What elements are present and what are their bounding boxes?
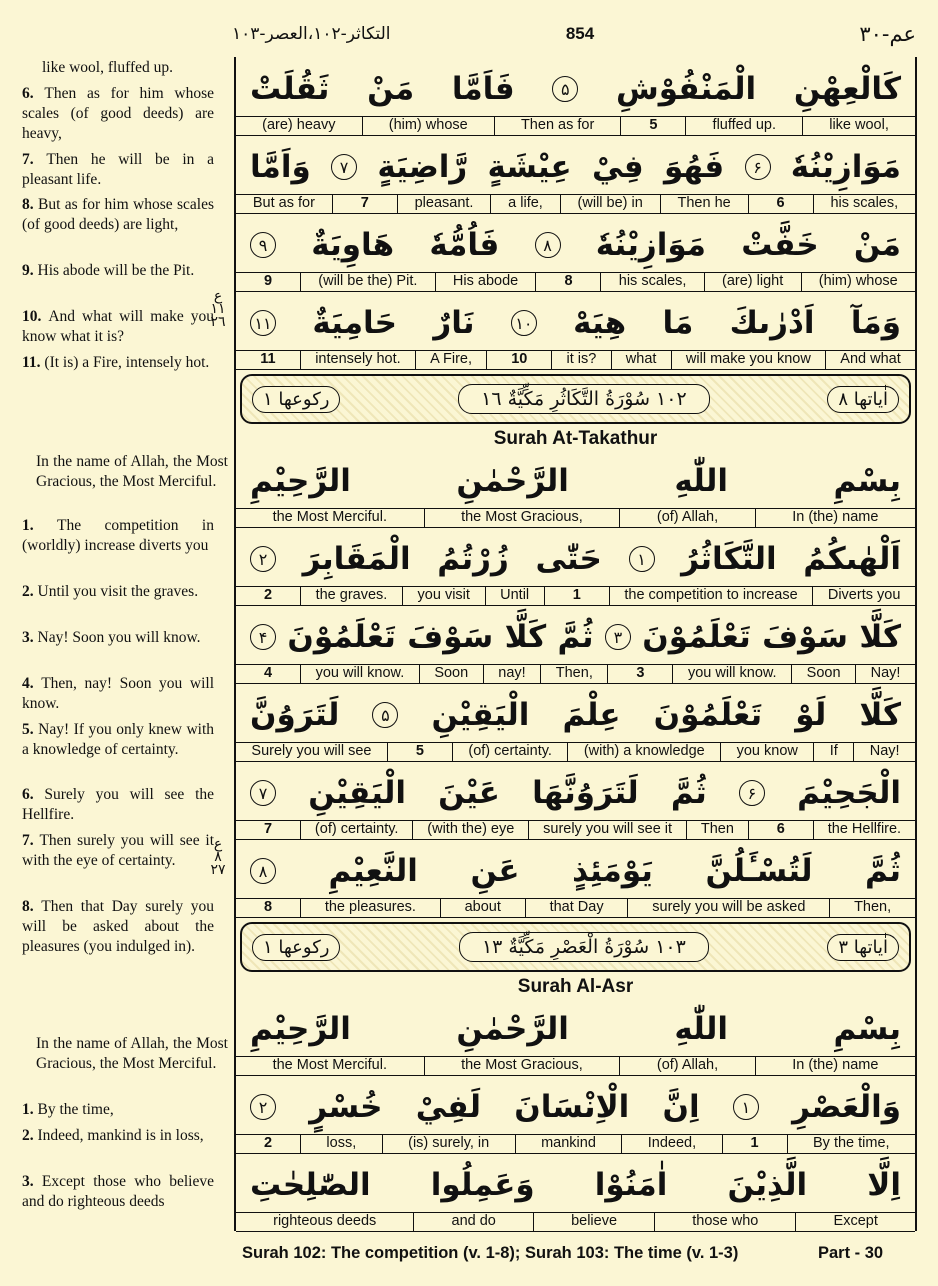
arabic-verse-line bbox=[236, 766, 915, 820]
arabic-word: لَفِيْ bbox=[415, 1089, 482, 1125]
gloss-cell: Then, bbox=[829, 899, 915, 917]
arabic-word: هِيَهْ bbox=[573, 305, 627, 341]
gloss-cell: the Most Merciful. bbox=[272, 1057, 387, 1073]
english-gloss-line bbox=[236, 350, 915, 370]
arabic-word: بِسْمِ bbox=[833, 463, 901, 499]
arabic-word: مَوَازِيْنُهٗ bbox=[595, 227, 706, 263]
arabic-word: الرَّحِيْمِ bbox=[250, 463, 351, 499]
arabic-word: الْيَقِيْنِ bbox=[308, 775, 407, 811]
verse-number: 7. bbox=[22, 151, 47, 168]
translation-verse bbox=[22, 58, 234, 78]
gloss-cell: mankind bbox=[515, 1135, 622, 1153]
gloss-cell: Soon bbox=[791, 665, 855, 683]
arabic-word: وَمَآ bbox=[850, 305, 901, 341]
arabic-word: خَفَّتْ bbox=[741, 227, 819, 263]
arabic-word: الْجَحِيْمَ bbox=[797, 775, 901, 811]
gloss-cell: you will know. bbox=[300, 665, 419, 683]
arabic-word: عَنِ bbox=[470, 853, 520, 889]
arabic-word: مَا bbox=[662, 305, 694, 341]
verse-number-cell: 9 bbox=[263, 273, 273, 289]
ruku-count: ركوعها ١ bbox=[252, 386, 340, 413]
ruku-text: ع bbox=[213, 288, 223, 304]
arabic-word: زُرْتُمُ bbox=[437, 541, 509, 577]
gloss-cell: (of) Allah, bbox=[619, 509, 754, 527]
arabic-word: تَعْلَمُوْنَ bbox=[642, 619, 751, 655]
gloss-cell: the pleasures. bbox=[300, 899, 440, 917]
arabic-verse-line bbox=[236, 296, 915, 350]
ayah-end-marker: ۲ bbox=[250, 1094, 276, 1120]
page-header bbox=[0, 18, 938, 48]
gloss-cell: a life, bbox=[490, 195, 559, 213]
arabic-word: اِنَّ bbox=[662, 1089, 700, 1125]
gloss-cell: about bbox=[440, 899, 525, 917]
ruku-text: ٢٧ bbox=[210, 862, 226, 878]
gloss-cell: the Most Gracious, bbox=[424, 1057, 620, 1075]
arabic-verse-line bbox=[236, 610, 915, 664]
arabic-word: الرَّحْمٰنِ bbox=[456, 1011, 569, 1047]
translation-verse bbox=[22, 1172, 214, 1212]
verse-text: His abode will be the Pit. bbox=[37, 262, 195, 279]
verse-text: Then he will be in a pleasant life. bbox=[22, 151, 214, 188]
surah-header-banner bbox=[240, 922, 911, 972]
arabic-word: كَلَّا bbox=[859, 619, 901, 655]
translation-verse bbox=[22, 84, 214, 143]
gloss-cell: (him) whose bbox=[801, 273, 916, 291]
arabic-verse-line bbox=[236, 140, 915, 194]
english-gloss-line bbox=[236, 1212, 915, 1232]
arabic-word: هَاوِيَةٌ bbox=[311, 227, 395, 263]
verse-number: 8. bbox=[22, 898, 42, 915]
arabic-word: ثُمَّ bbox=[865, 853, 901, 889]
verse-number-cell: 5 bbox=[387, 743, 452, 761]
gloss-cell: his scales, bbox=[600, 273, 703, 291]
page-footer: Surah 102: The competition (v. 1-8); Surah 103: The time (v. 1-3) bbox=[242, 1244, 739, 1262]
gloss-cell: If bbox=[813, 743, 853, 761]
gloss-cell: (is) surely, in bbox=[382, 1135, 515, 1153]
gloss-cell: By the time, bbox=[787, 1135, 915, 1153]
gloss-cell: will make you know bbox=[671, 351, 825, 369]
verse-text: Until you visit the graves. bbox=[37, 583, 199, 600]
gloss-cell: (are) heavy bbox=[262, 117, 336, 133]
ayah-count: اٰياتها ٨ bbox=[827, 386, 899, 413]
arabic-verse-line bbox=[236, 688, 915, 742]
arabic-word: فَاَمَّا bbox=[451, 71, 515, 107]
gloss-cell: you know bbox=[720, 743, 813, 761]
english-gloss-line bbox=[236, 1134, 915, 1154]
gloss-cell: Indeed, bbox=[621, 1135, 721, 1153]
gloss-cell: loss, bbox=[300, 1135, 382, 1153]
translation-verse bbox=[22, 720, 214, 760]
verse-number: 3. bbox=[22, 629, 38, 646]
gloss-cell: what bbox=[611, 351, 671, 369]
arabic-word: فَهُوَ bbox=[664, 149, 725, 185]
gloss-cell: and do bbox=[413, 1213, 533, 1231]
gloss-cell: righteous deeds bbox=[273, 1213, 377, 1229]
verse-number: 2. bbox=[22, 1127, 38, 1144]
gloss-cell: (will be the) Pit. bbox=[300, 273, 435, 291]
translation-verse bbox=[22, 785, 214, 825]
ruku-text: ٨ bbox=[214, 849, 222, 865]
arabic-word: تَعْلَمُوْنَ bbox=[653, 697, 763, 733]
arabic-word: تَعْلَمُوْنَ bbox=[287, 619, 396, 655]
gloss-cell: (with the) eye bbox=[412, 821, 528, 839]
ayah-end-marker: ۱ bbox=[629, 546, 655, 572]
gloss-cell: Surely you will see bbox=[251, 743, 372, 759]
gloss-cell: those who bbox=[654, 1213, 795, 1231]
verse-number-cell: 1 bbox=[544, 587, 609, 605]
gloss-cell: His abode bbox=[435, 273, 536, 291]
arabic-word: بِسْمِ bbox=[833, 1011, 901, 1047]
verse-text: like wool, fluffed up. bbox=[42, 59, 174, 76]
arabic-word: لَتَرَوُنَّ bbox=[250, 697, 340, 733]
surah-header-banner bbox=[240, 374, 911, 424]
gloss-cell: Then, bbox=[540, 665, 607, 683]
part-label: Part - 30 bbox=[818, 1244, 884, 1262]
verse-text: But as for him whose scales (of good deeds) are light, bbox=[22, 196, 215, 233]
verse-number: 3. bbox=[22, 1173, 42, 1190]
gloss-cell: the competition to increase bbox=[609, 587, 813, 605]
ruku-mark bbox=[206, 290, 230, 329]
translation-verse bbox=[22, 307, 214, 347]
verse-number: 7. bbox=[22, 832, 40, 849]
verse-number: 9. bbox=[22, 262, 38, 279]
gloss-cell: nay! bbox=[483, 665, 541, 683]
ruku-text: ١١ bbox=[210, 301, 226, 317]
verse-text: In the name of Allah, the Most Gracious, the Most Merciful. bbox=[36, 1035, 228, 1072]
arabic-word: اَلْهٰىكُمُ bbox=[803, 541, 901, 577]
arabic-word: الَّذِيْنَ bbox=[727, 1167, 808, 1203]
gloss-cell: Then bbox=[686, 821, 748, 839]
english-gloss-line bbox=[236, 116, 915, 136]
verse-text: And what will make you know what it is? bbox=[22, 308, 214, 345]
gloss-cell: it is? bbox=[551, 351, 610, 369]
gloss-cell: But as for bbox=[252, 195, 315, 211]
gloss-cell: Nay! bbox=[853, 743, 915, 761]
ayah-end-marker: ۶ bbox=[739, 780, 765, 806]
gloss-cell: fluffed up. bbox=[685, 117, 802, 135]
arabic-word: سَوْفَ bbox=[407, 619, 494, 655]
gloss-cell: pleasant. bbox=[397, 195, 491, 213]
gloss-cell: intensely hot. bbox=[300, 351, 415, 369]
arabic-word: حَامِيَةٌ bbox=[312, 305, 397, 341]
arabic-word: يَوْمَئِذٍ bbox=[572, 853, 653, 889]
gloss-cell: (with) a knowledge bbox=[567, 743, 720, 761]
arabic-word: كَلَّا bbox=[504, 619, 547, 655]
arabic-word: لَتَرَوُنَّهَا bbox=[532, 775, 639, 811]
gloss-cell: believe bbox=[533, 1213, 654, 1231]
verse-text: Except those who believe and do righteous deeds bbox=[22, 1173, 214, 1210]
gloss-cell: you will know. bbox=[672, 665, 791, 683]
ayah-end-marker: ۱ bbox=[733, 1094, 759, 1120]
gloss-cell: you visit bbox=[402, 587, 485, 605]
ayah-end-marker: ۷ bbox=[331, 154, 357, 180]
english-gloss-line bbox=[236, 508, 915, 528]
arabic-word: الْيَقِيْنِ bbox=[431, 697, 530, 733]
verse-text: The competition in (worldly) increase diverts you bbox=[22, 517, 214, 554]
ayah-end-marker: ۵ bbox=[372, 702, 398, 728]
verse-text: Then as for him whose scales (of good deeds) are heavy, bbox=[22, 85, 214, 142]
translation-verse bbox=[22, 195, 214, 235]
translation-verse bbox=[22, 452, 228, 492]
verse-number-cell: 6 bbox=[748, 195, 813, 213]
arabic-word: الْمَقَابِرَ bbox=[302, 541, 411, 577]
ruku-text: ٢٦ bbox=[210, 314, 226, 330]
gloss-cell: the Most Gracious, bbox=[424, 509, 620, 527]
verse-text: Then, nay! Soon you will know. bbox=[22, 675, 215, 712]
verse-text: By the time, bbox=[37, 1101, 114, 1118]
translation-verse bbox=[22, 628, 214, 648]
verse-number-cell: 6 bbox=[748, 821, 813, 839]
translation-verse bbox=[22, 897, 214, 956]
arabic-word: الْاِنْسَانَ bbox=[514, 1089, 630, 1125]
ayah-end-marker: ۱۱ bbox=[250, 310, 276, 336]
arabic-word: وَعَمِلُوا bbox=[430, 1167, 535, 1203]
ayah-end-marker: ۲ bbox=[250, 546, 276, 572]
verse-text: Surely you will see the Hellfire. bbox=[22, 786, 214, 823]
arabic-word: لَوْ bbox=[795, 697, 827, 733]
ayah-end-marker: ۳ bbox=[605, 624, 631, 650]
translation-verse bbox=[22, 831, 214, 871]
arabic-word: وَاَمَّا bbox=[250, 149, 311, 185]
ayah-end-marker: ۴ bbox=[250, 624, 276, 650]
arabic-word: حَتّٰى bbox=[535, 541, 602, 577]
arabic-word: التَّكَاثُرُ bbox=[681, 541, 777, 577]
verse-number-cell: 4 bbox=[264, 665, 273, 681]
arabic-word: ثُمَّ bbox=[557, 619, 594, 655]
arabic-verse-line bbox=[236, 532, 915, 586]
arabic-word: اللّٰهِ bbox=[674, 463, 729, 499]
translation-verse bbox=[22, 353, 214, 373]
verse-number-cell: 1 bbox=[722, 1135, 787, 1153]
arabic-word: الرَّحْمٰنِ bbox=[456, 463, 569, 499]
verse-number-cell: 7 bbox=[263, 821, 273, 837]
gloss-cell: surely you will see it bbox=[528, 821, 686, 839]
ayah-end-marker: ۵ bbox=[552, 76, 578, 102]
arabic-word: رَّاضِيَةٍ bbox=[377, 149, 468, 185]
verse-number-cell: 10 bbox=[486, 351, 551, 369]
gloss-cell: the graves. bbox=[300, 587, 402, 605]
surah-name-arabic: ١٠٣ سُوْرَةُ الْعَصْرِ مَكِّيَّةٌ ١٣ bbox=[459, 932, 709, 962]
arabic-word: عَيْنَ bbox=[438, 775, 500, 811]
english-gloss-line bbox=[236, 742, 915, 762]
arabic-word: مَنْ bbox=[853, 227, 901, 263]
translation-verse bbox=[22, 582, 214, 602]
verse-number-cell: 2 bbox=[263, 1135, 273, 1151]
gloss-cell: (of) certainty. bbox=[452, 743, 567, 761]
arabic-word: لَتُسْـَٔلُنَّ bbox=[705, 853, 813, 889]
ayah-end-marker: ۹ bbox=[250, 232, 276, 258]
arabic-word: عِلْمَ bbox=[562, 697, 621, 733]
english-gloss-line bbox=[236, 272, 915, 292]
verse-number: 10. bbox=[22, 308, 49, 325]
header-juz: عم-٣٠ bbox=[859, 22, 916, 46]
gloss-cell: the Most Merciful. bbox=[272, 509, 387, 525]
gloss-cell: Except bbox=[795, 1213, 915, 1231]
gloss-cell: Diverts you bbox=[812, 587, 915, 605]
arabic-word: اِلَّا bbox=[867, 1167, 901, 1203]
surah-name-arabic: ١٠٢ سُوْرَةُ التَّكَاثُرِ مَكِّيَّةٌ ١٦ bbox=[458, 384, 710, 414]
gloss-cell: Soon bbox=[419, 665, 483, 683]
verse-number-cell: 11 bbox=[260, 351, 276, 367]
arabic-verse-line bbox=[236, 1002, 915, 1056]
gloss-cell: (of) Allah, bbox=[619, 1057, 754, 1075]
verse-text: Then that Day surely you will be asked about the pleasures (you indulged in). bbox=[22, 898, 215, 955]
verse-text: Indeed, mankind is in loss, bbox=[37, 1127, 204, 1144]
english-gloss-line bbox=[236, 820, 915, 840]
arabic-word: عِيْشَةٍ bbox=[487, 149, 572, 185]
arabic-word: كَالْعِهْنِ bbox=[793, 71, 901, 107]
verse-text: In the name of Allah, the Most Gracious, the Most Merciful. bbox=[36, 453, 228, 490]
gloss-cell: In (the) name bbox=[755, 509, 915, 527]
verse-text: Nay! Soon you will know. bbox=[37, 629, 201, 646]
english-gloss-line bbox=[236, 1056, 915, 1076]
verse-number: 1. bbox=[22, 517, 58, 534]
surah-title: Surah At-Takathur bbox=[493, 428, 658, 449]
verse-number-cell: 3 bbox=[607, 665, 672, 683]
ayah-end-marker: ۱۰ bbox=[511, 310, 537, 336]
gloss-cell: (of) certainty. bbox=[300, 821, 412, 839]
translation-verse bbox=[22, 674, 214, 714]
arabic-word: ثَقُلَتْ bbox=[250, 71, 330, 107]
gloss-cell: (are) light bbox=[704, 273, 801, 291]
arabic-word: فَاُمُّهٗ bbox=[429, 227, 500, 263]
arabic-word: كَلَّا bbox=[859, 697, 901, 733]
arabic-verse-line bbox=[236, 218, 915, 272]
verse-number: 2. bbox=[22, 583, 38, 600]
arabic-verse-line bbox=[236, 844, 915, 898]
verse-number-cell: 2 bbox=[263, 587, 273, 603]
arabic-word: سَوْفَ bbox=[762, 619, 849, 655]
ayah-end-marker: ۷ bbox=[250, 780, 276, 806]
arabic-word: النَّعِيْمِ bbox=[328, 853, 418, 889]
gloss-cell: surely you will be asked bbox=[627, 899, 829, 917]
verse-number: 4. bbox=[22, 675, 42, 692]
translation-verse bbox=[22, 516, 214, 556]
ayah-count: اٰياتها ٣ bbox=[827, 934, 899, 961]
verse-text: Nay! If you only knew with a knowledge of certainty. bbox=[22, 721, 215, 758]
gloss-cell: And what bbox=[825, 351, 915, 369]
gloss-cell: A Fire, bbox=[415, 351, 486, 369]
verse-number: 8. bbox=[22, 196, 39, 213]
translation-verse bbox=[22, 1100, 214, 1120]
arabic-word: الصّٰلِحٰتِ bbox=[250, 1167, 371, 1203]
verse-number-cell: 8 bbox=[263, 899, 273, 915]
arabic-word: فِيْ bbox=[592, 149, 644, 185]
arabic-verse-line bbox=[236, 454, 915, 508]
header-surah-names: التكاثر-١٠٢،العصر-١٠٣ bbox=[232, 24, 391, 44]
page-number: 854 bbox=[565, 24, 595, 43]
gloss-cell: (him) whose bbox=[362, 117, 494, 135]
verse-number-cell: 7 bbox=[332, 195, 397, 213]
verse-number-cell: 5 bbox=[620, 117, 685, 135]
gloss-cell: (will be) in bbox=[560, 195, 660, 213]
ayah-end-marker: ۸ bbox=[250, 858, 276, 884]
ruku-count: ركوعها ١ bbox=[252, 934, 340, 961]
arabic-word: اللّٰهِ bbox=[674, 1011, 729, 1047]
verse-number-cell: 8 bbox=[535, 273, 600, 291]
english-gloss-line bbox=[236, 194, 915, 214]
verse-number: 1. bbox=[22, 1101, 38, 1118]
arabic-verse-line bbox=[236, 1080, 915, 1134]
ayah-end-marker: ۶ bbox=[745, 154, 771, 180]
arabic-verse-line bbox=[236, 1158, 915, 1212]
verse-number: 5. bbox=[22, 721, 39, 738]
arabic-word: الرَّحِيْمِ bbox=[250, 1011, 351, 1047]
ruku-mark bbox=[206, 838, 230, 877]
gloss-cell: that Day bbox=[525, 899, 628, 917]
gloss-cell: Until bbox=[485, 587, 544, 605]
arabic-word: نَارٌ bbox=[433, 305, 475, 341]
gloss-cell: Nay! bbox=[855, 665, 915, 683]
gloss-cell: Then he bbox=[660, 195, 748, 213]
verse-number: 11. bbox=[22, 354, 45, 371]
arabic-word: اٰمَنُوْا bbox=[594, 1167, 668, 1203]
arabic-word: مَنْ bbox=[367, 71, 415, 107]
gloss-cell: like wool, bbox=[802, 117, 915, 135]
arabic-word: ثُمَّ bbox=[670, 775, 707, 811]
verse-number: 6. bbox=[22, 786, 45, 803]
arabic-word: خُسْرٍ bbox=[309, 1089, 383, 1125]
translation-verse bbox=[22, 1126, 214, 1146]
translation-verse bbox=[22, 150, 214, 190]
english-gloss-line bbox=[236, 664, 915, 684]
surah-title: Surah Al-Asr bbox=[517, 976, 634, 997]
gloss-cell: In (the) name bbox=[755, 1057, 915, 1075]
verse-text: Then surely you will see it with the eye of certainty. bbox=[22, 832, 214, 869]
ruku-text: ع bbox=[213, 836, 223, 852]
arabic-word: مَوَازِيْنُهٗ bbox=[790, 149, 901, 185]
ayah-end-marker: ۸ bbox=[535, 232, 561, 258]
english-gloss-line bbox=[236, 586, 915, 606]
english-gloss-line bbox=[236, 898, 915, 918]
translation-verse bbox=[22, 1034, 228, 1074]
arabic-word: وَالْعَصْرِ bbox=[792, 1089, 901, 1125]
arabic-word: اَدْرٰىكَ bbox=[729, 305, 815, 341]
arabic-verse-line bbox=[236, 62, 915, 116]
verse-text: (It is) a Fire, intensely hot. bbox=[44, 354, 210, 371]
gloss-cell: the Hellfire. bbox=[813, 821, 915, 839]
translation-verse bbox=[22, 261, 214, 281]
arabic-word: الْمَنْفُوْشِ bbox=[615, 71, 757, 107]
gloss-cell: Then as for bbox=[494, 117, 621, 135]
verse-number: 6. bbox=[22, 85, 45, 102]
gloss-cell: his scales, bbox=[813, 195, 915, 213]
